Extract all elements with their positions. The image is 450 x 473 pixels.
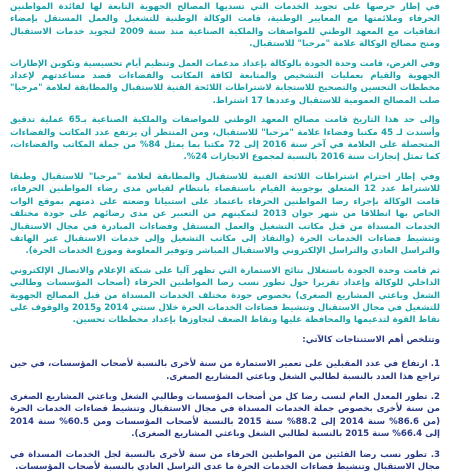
conclusion-item-1: 1. ارتفاع في عدد المقبلين على تعمير الاستمارة من سنة لأخرى بالنسبة لأصحاب المؤسسات، في حين تراجع هذا العدد بالنسبة لطالبي الشغل وباعثي المشاريع الصغرى. (10, 359, 440, 382)
conclusion-item-3: 3. تطور نسب رضا الفئتين من المواطنين الحرفاء من سنة لأخرى بالنسبة لجل الخدمات المسداة في مجال الاستقبال وتنشيط فضاءات الخدمات الحرة ما عدى التراسل العادي بالنسبة لأصحاب المؤسسات. (10, 449, 440, 472)
conclusions-heading: وتتلخص أهم الاستنتاجات كالآتي: (302, 334, 440, 345)
paragraph-survey-analysis: ثم قامت وحدة الجودة باستغلال نتائج الاستمارة التي تظهر آليا على شبكة الإعلام والاتصال الإلكتروني الداخلي للوكالة وإعداد تقريرا حول تطور نسب رضا المواطنين الحرفاء (أصحاب المؤسسات وطالبي الشغل وباعثي المشاريع الصغرى) بخصوص جودة مختلف الخدمات المسداة من قبل المصالح الجهوية للتشغيل في مجال الاستقبال وتنشيط فضاءات الخدمات الحرة خلال سنتي 2014 و2015 والوقوف على نقاط القوة لتدعيمها والمحافظة عليها ونقاط الضعف لتجاوزها بإعداد مخططات تحسين. (10, 265, 440, 326)
paragraph-satisfaction-survey: وفي إطار احترام اشتراطات اللائحة الفنية للاستقبال والمطابقة لعلامة "مرحبا" للاستقبال وطبقا للاشتراط عدد 12 المتعلق بوجوبية القيام باستقصاء بانتظام لقياس مدى رضاء المواطنين الحرفاء، قامت الوكالة بإجراء رضا المواطنين الحرفاء باعتماد على استبيانا وضعته على ذمتهم بموقع الواب الخاص بها انطلاقا من شهر جوان 2013 لتمكينهم من التعبير عن مدى رضائهم على جودة مختلف الخدمات المسداة من قبل مكاتب التشغيل والعمل المستقل وفضاءات المبادرة في مجال الاستقبال وتنشيط فضاءات الخدمات الحرة (والنفاذ إلى مكاتب التشغيل وإلى خدمات الاستقبال عبر الهاتف والتراسل العادي والتراسل الإلكتروني والاستقبال المباشر وتوفير المعلومة وموزع الخدمات الحرة). (10, 171, 440, 257)
paragraph-audit-results: وإلى حد هذا التاريخ قامت مصالح المعهد الوطني للمواصفات والملكية الصناعية بـ65 عملية تدقيق وأسندت لـ 45 مكتبا وفضاءا علامة "مرحبا" للاستقبال، ومن المنتظر أن يرتفع عدد المكاتب والفضاءات المتحصلة على العلامة في آخر سنة 2016 إلى 72 مكتبا بما يمثل 84% من جملة المكاتب والفضاءات، كما تمثل إنجازات سنة 2016 بالنسبة لمجموع الانجازات 24%. (10, 115, 440, 163)
paragraph-quality-unit-actions: وفي الغرض، قامت وحدة الجودة بالوكالة بإعداد مدعمات العمل وتنظيم أيام تحسيسية وتكوين الإطارات الجهوية والقيام بعمليات التشخيص والمتابعة لكافة المكاتب والفضاءات قصد مساعدتهم لإعداد مخططات التحسين والتصحيح للاستجابة لاشتراطات اللائحة الفنية للاستقبال والمطابقة لعلامة "مرحبا" صلب المصالح العمومية للاستقبال وعددها 17 اشتراط. (10, 58, 440, 106)
conclusion-item-2: 2. تطور المعدل العام لنسب رضا كل من أصحاب المؤسسات وطالبي الشغل وباعثي المشاريع الصغرى من سنة لأخرى بخصوص جملة الخدمات المسداة في مجال الاستقبال وتنشيط فضاءات الخدمات الحرة (من 86.6% سنة 2014 إلى 88.2% سنة 2015 بالنسبة لأصحاب المؤسسات ومن 60.5% سنة 2014 إلى 66.4% سنة 2015 بالنسبة لطالبي الشغل وباعثي المشاريع الصغرى). (10, 391, 441, 440)
paragraph-intro-agreements: في إطار حرصها على تجويد الخدمات التي تسديها المصالح الجهوية التابعة لها لفائدة المواطنين الحرفاء وملائمتها مع المعايير الوطنية، قامت الوكالة الوطنية للتشغيل والعمل المستقل بإمضاء اتفاقيات مع المعهد الوطني للمواصفات والملكية الصناعية منذ سنة 2009 لتجويد خدمات الاستقبال ومنح مصالح الوكالة علامة "مرحبا" للاستقبال. (10, 2, 440, 50)
